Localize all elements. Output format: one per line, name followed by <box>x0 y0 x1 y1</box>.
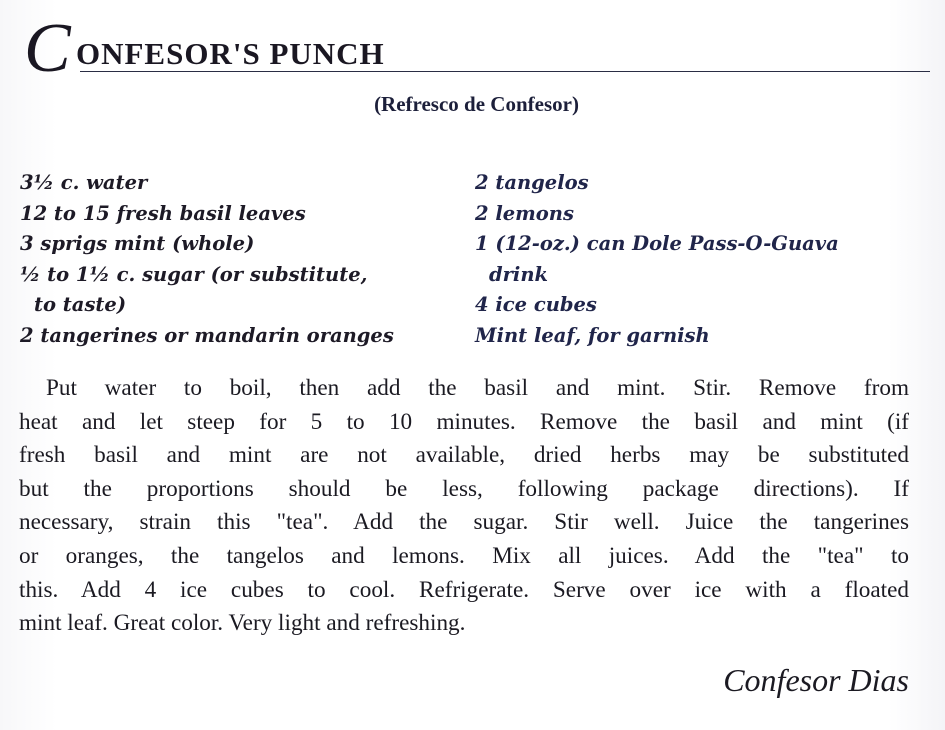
ingredient-item: Mint leaf, for garnish <box>475 323 710 347</box>
ingredient-item-continuation: to taste) <box>34 293 127 316</box>
ingredient-item: 3 sprigs mint (whole) <box>20 232 255 255</box>
ingredient-item: 4 ice cubes <box>475 293 597 316</box>
ingredients-right-column <box>475 168 920 351</box>
ingredient-item: 1 (12-oz.) can Dole Pass-O-Guava <box>475 232 839 255</box>
author-signature: Confesor Dias <box>723 662 909 698</box>
recipe-title: ONFESOR'S PUNCH <box>76 36 385 71</box>
recipe-subtitle: (Refresco de Confesor) <box>374 92 579 116</box>
ingredient-item: 3½ c. water <box>20 171 148 194</box>
ingredient-item: 2 tangerines or mandarin oranges <box>20 323 394 347</box>
ingredient-item: 12 to 15 fresh basil leaves <box>20 201 306 225</box>
instruction-line: Put water to boil, then add the basil and mint. Stir. Remove from <box>46 375 909 401</box>
title-initial: C <box>24 10 71 87</box>
instruction-line: or oranges, the tangelos and lemons. Mix all juices. Add the "tea" to <box>19 542 909 569</box>
ingredient-item: ½ to 1½ c. sugar (or substitute, <box>20 262 368 286</box>
instruction-line: mint leaf. Great color. Very light and refreshing. <box>19 610 466 637</box>
instructions-paragraph <box>19 372 909 641</box>
instruction-line: but the proportions should be less, following package directions). If <box>19 475 909 502</box>
instruction-line: necessary, strain this "tea". Add the sugar. Stir well. Juice the tangerines <box>19 509 909 536</box>
title-underline <box>80 71 930 72</box>
instruction-line: this. Add 4 ice cubes to cool. Refrigerate. Serve over ice with a floated <box>19 576 909 603</box>
title-block <box>22 10 912 87</box>
instruction-line: fresh basil and mint are not available, dried herbs may be substituted <box>19 442 909 469</box>
ingredient-item: 2 tangelos <box>475 171 589 194</box>
instruction-line: heat and let steep for 5 to 10 minutes. Remove the basil and mint (if <box>19 408 909 435</box>
ingredients-left-column <box>20 168 460 351</box>
ingredient-item-continuation: drink <box>489 262 549 286</box>
ingredient-item: 2 lemons <box>475 201 574 225</box>
